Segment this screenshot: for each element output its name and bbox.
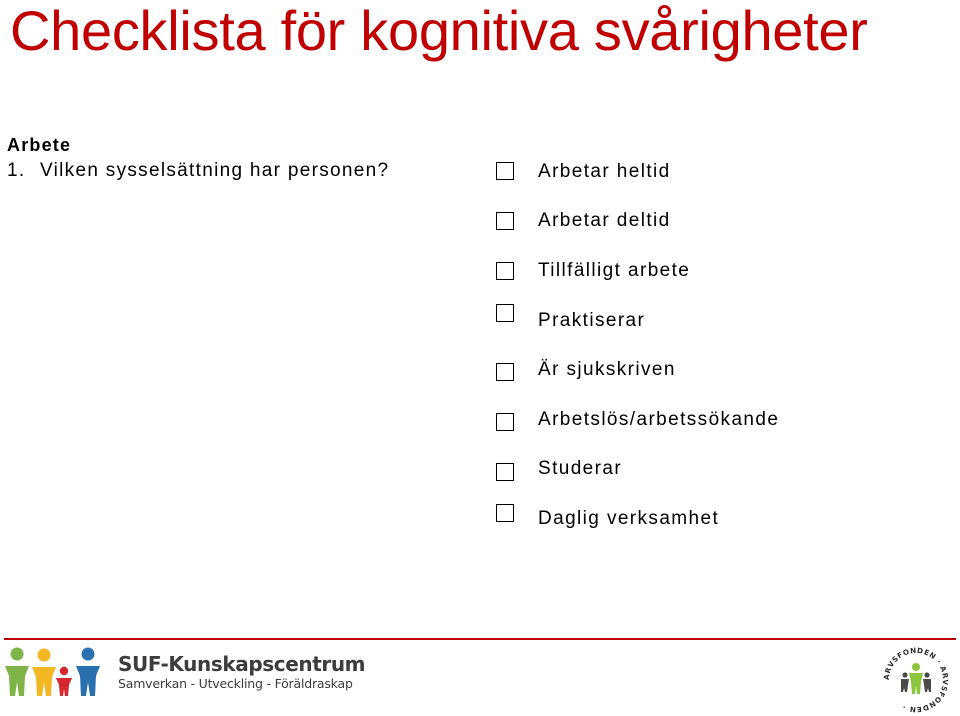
logo-name: SUF-Kunskapscentrum (118, 652, 366, 677)
checkbox[interactable] (496, 212, 514, 230)
checkbox[interactable] (496, 363, 514, 381)
logo-tagline: Samverkan - Utveckling - Föräldraskap (118, 676, 353, 692)
option-label: Tillfälligt arbete (538, 260, 691, 281)
page-title: Checklista för kognitiva svårigheter (10, 0, 868, 62)
checkbox[interactable] (496, 504, 514, 522)
arvsfonden-seal-icon (880, 644, 952, 716)
checkbox[interactable] (496, 463, 514, 481)
option-label: Är sjukskriven (538, 359, 676, 380)
family-figures-icon (2, 646, 110, 698)
option-label: Arbetslös/arbetssökande (538, 409, 780, 430)
checkbox[interactable] (496, 262, 514, 280)
option-label: Studerar (538, 458, 623, 479)
option-label: Daglig verksamhet (538, 508, 720, 529)
logo-text (118, 653, 365, 691)
question-number: 1. (7, 160, 26, 181)
footer-divider (4, 638, 956, 640)
checkbox[interactable] (496, 413, 514, 431)
question-text: Vilken sysselsättning har personen? (40, 160, 390, 181)
option-label: Praktiserar (538, 310, 646, 331)
checkbox[interactable] (496, 162, 514, 180)
option-label: Arbetar deltid (538, 210, 671, 231)
checkbox[interactable] (496, 304, 514, 322)
suf-logo (2, 646, 365, 698)
section-heading: Arbete (7, 135, 72, 155)
question (7, 160, 389, 182)
option-label: Arbetar heltid (538, 161, 671, 182)
svg-text:ARVSFONDEN · ARVSFONDEN ·: ARVSFONDEN · ARVSFONDEN · (881, 645, 951, 715)
